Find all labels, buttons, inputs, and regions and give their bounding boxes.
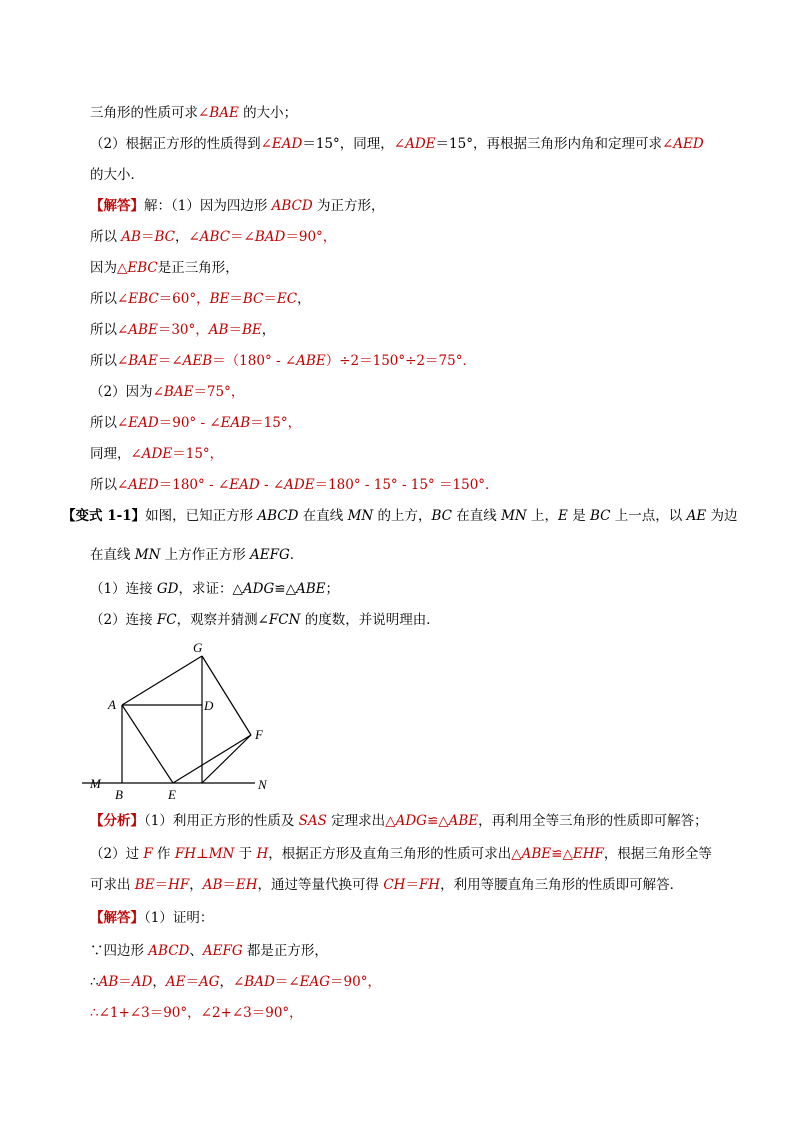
math-expr: ∴∠1+∠3＝90°，∠2+∠3＝90°， bbox=[90, 1005, 303, 1021]
text: ＝15°，再根据三角形内角和定理可求 bbox=[435, 136, 662, 152]
math-angle: ∠FCN bbox=[257, 612, 301, 628]
text: 上一点，以 bbox=[610, 508, 687, 524]
text-line-16 bbox=[90, 580, 339, 598]
label-d: D bbox=[204, 698, 214, 713]
text: 、 bbox=[189, 943, 203, 959]
math-angle: ∠AED bbox=[117, 477, 159, 493]
math-op: - bbox=[259, 477, 273, 493]
math-op: ＝ bbox=[229, 291, 243, 307]
math-angle: ∠BAE bbox=[198, 105, 239, 121]
math-var: BE bbox=[134, 877, 155, 893]
text-line-20 bbox=[90, 876, 683, 894]
math-var: AB bbox=[121, 229, 141, 245]
label-m: M bbox=[90, 776, 101, 791]
math-triangle: △ADG bbox=[232, 581, 275, 597]
text: 上方作正方形 bbox=[160, 547, 251, 563]
text: ＝15°，同理， bbox=[302, 136, 394, 152]
math-angle: ∠ADE bbox=[130, 446, 173, 462]
math-var: AEFG bbox=[202, 943, 243, 959]
math-var: AG bbox=[198, 974, 220, 990]
text-line-10 bbox=[90, 383, 244, 401]
math-var: HF bbox=[168, 877, 190, 893]
text: 作 bbox=[152, 846, 175, 862]
math-triangle: △ADG bbox=[385, 813, 427, 829]
math-angle: ∠AED bbox=[661, 136, 704, 152]
text: 的度数，并说明理由． bbox=[300, 612, 440, 628]
math-var: AEFG bbox=[250, 547, 290, 563]
math-op: ＝ bbox=[263, 291, 277, 307]
math-op: ＝ bbox=[154, 877, 169, 893]
text: 为正方形， bbox=[312, 198, 385, 214]
text-line-6 bbox=[90, 259, 239, 277]
math-triangle: △EBC bbox=[117, 260, 158, 276]
text-line-13 bbox=[90, 476, 499, 494]
text: ，通过等量代换可得 bbox=[257, 877, 384, 893]
math-angle: ∠EAD bbox=[217, 477, 260, 493]
text: 的上方， bbox=[373, 508, 432, 524]
text: ，根据正方形及直角三角形的性质可求出 bbox=[268, 846, 512, 862]
math-op: ＝ bbox=[405, 877, 419, 893]
math-op: ＝ bbox=[118, 974, 132, 990]
text: ， bbox=[261, 322, 276, 338]
math-var: AB bbox=[208, 322, 229, 338]
text-line-1 bbox=[90, 104, 297, 122]
text: 于 bbox=[234, 846, 257, 862]
math-var: BC bbox=[590, 508, 611, 524]
math-var: SAS bbox=[298, 813, 327, 829]
math-var: ABCD bbox=[257, 508, 299, 524]
text-line-17 bbox=[90, 611, 440, 629]
math-var: ABCD bbox=[148, 943, 190, 959]
text-line-9 bbox=[90, 352, 476, 370]
math-var: ABCD bbox=[271, 198, 313, 214]
math-value: ＝15°， bbox=[250, 415, 302, 431]
text: ， bbox=[297, 291, 311, 307]
segment-ef bbox=[173, 735, 251, 783]
math-value: ＝90°， bbox=[285, 229, 337, 245]
text: 都是正方形， bbox=[242, 943, 328, 959]
math-angle: ∠BAE bbox=[152, 384, 194, 400]
math-var: BE bbox=[241, 322, 262, 338]
text-line-24 bbox=[90, 1004, 303, 1022]
math-angle: ∠EAD bbox=[260, 136, 303, 152]
math-var: BC bbox=[242, 291, 264, 307]
math-angle: ∠ABE bbox=[284, 353, 326, 369]
text: 因为 bbox=[90, 260, 117, 276]
text: （2）根据正方形的性质得到 bbox=[90, 136, 261, 152]
math-var: F bbox=[143, 846, 153, 862]
section-tag: 【变式 1-1】 bbox=[62, 508, 146, 524]
text: （1）利用正方形的性质及 bbox=[144, 813, 299, 829]
math-angle: ∠BAE bbox=[117, 353, 158, 369]
math-var: MN bbox=[347, 508, 374, 524]
math-op: ＝ bbox=[140, 229, 155, 245]
text: 的大小． bbox=[90, 167, 144, 183]
geometry-figure bbox=[80, 636, 290, 806]
math-angle: ∠EAD bbox=[117, 415, 159, 431]
label-n: N bbox=[258, 777, 267, 792]
math-triangle: △ABE bbox=[511, 846, 552, 862]
text-line-18 bbox=[90, 812, 708, 830]
text: 同理， bbox=[90, 446, 131, 462]
math-angle: ∠AEB bbox=[171, 353, 213, 369]
math-var: BC bbox=[154, 229, 175, 245]
segment-ae bbox=[122, 705, 173, 783]
text: 所以 bbox=[90, 291, 117, 307]
math-angle: ∠BAD bbox=[233, 974, 275, 990]
segment-ag bbox=[122, 656, 202, 705]
text: （2）过 bbox=[90, 846, 144, 862]
math-angle: ∠EBC bbox=[117, 291, 159, 307]
math-var: AE bbox=[165, 974, 186, 990]
math-triangle: △ABE bbox=[285, 581, 326, 597]
section-tag: 【解答】 bbox=[90, 910, 144, 926]
text: 是 bbox=[567, 508, 590, 524]
text-line-12 bbox=[90, 445, 223, 463]
math-var: E bbox=[558, 508, 568, 524]
text: （1）证明： bbox=[144, 910, 214, 926]
text: 所以 bbox=[90, 477, 117, 493]
text: ， bbox=[174, 229, 189, 245]
text-line-11 bbox=[90, 414, 301, 432]
math-op: ＝ bbox=[228, 322, 242, 338]
math-op: ＝ bbox=[274, 974, 289, 990]
math-angle: ∠BAD bbox=[243, 229, 286, 245]
math-var: BE bbox=[209, 291, 230, 307]
text: ，根据三角形全等 bbox=[603, 846, 712, 862]
text: 的大小； bbox=[238, 105, 298, 121]
math-op: ≌ bbox=[551, 846, 563, 862]
section-tag: 【分析】 bbox=[90, 813, 144, 829]
text: ，观察并猜测 bbox=[176, 612, 258, 628]
math-expr: ）÷2＝150°÷2＝75°． bbox=[325, 353, 476, 369]
text-line-2 bbox=[90, 135, 704, 153]
math-value: ＝75°， bbox=[193, 384, 245, 400]
text: 在直线 bbox=[90, 547, 135, 563]
math-angle: ∠ADE bbox=[393, 136, 436, 152]
math-op: ≌ bbox=[426, 813, 439, 829]
math-op: ＝ bbox=[222, 877, 236, 893]
math-triangle: △EHF bbox=[562, 846, 604, 862]
text: 是正三角形， bbox=[157, 260, 239, 276]
text: 三角形的性质可求 bbox=[90, 105, 198, 121]
text-line-22 bbox=[90, 942, 328, 960]
section-tag: 【解答】 bbox=[90, 198, 144, 214]
math-var: GD bbox=[156, 581, 179, 597]
figure-lines bbox=[82, 656, 255, 783]
text: ； bbox=[325, 581, 339, 597]
math-expr: ＝180° - bbox=[158, 477, 218, 493]
math-angle: ∠ABC bbox=[188, 229, 231, 245]
math-var: AD bbox=[131, 974, 153, 990]
label-a: A bbox=[108, 697, 116, 712]
label-f: F bbox=[255, 727, 263, 742]
math-op: ＝ bbox=[185, 974, 199, 990]
text: （2）连接 bbox=[90, 612, 157, 628]
math-var: AB bbox=[98, 974, 119, 990]
text-line-15 bbox=[90, 546, 303, 564]
text-line-8 bbox=[90, 321, 275, 339]
label-b: B bbox=[115, 787, 123, 802]
math-value: ＝90°， bbox=[330, 974, 381, 990]
text: ． bbox=[289, 547, 304, 563]
math-var: MN bbox=[501, 508, 527, 524]
math-var: EH bbox=[235, 877, 258, 893]
math-var: FC bbox=[156, 612, 177, 628]
math-expr: ＝（180° - bbox=[212, 353, 285, 369]
math-value: ＝15°， bbox=[172, 446, 224, 462]
math-var: FH bbox=[418, 877, 441, 893]
math-value: ＝60°， bbox=[158, 291, 210, 307]
text-line-14 bbox=[62, 507, 738, 525]
math-var: BC bbox=[431, 508, 453, 524]
text-line-3 bbox=[90, 166, 144, 184]
math-var: H bbox=[256, 846, 269, 862]
text: 为边 bbox=[706, 508, 738, 524]
math-angle: ∠ADE bbox=[272, 477, 315, 493]
text-line-19 bbox=[90, 845, 712, 863]
text: ， bbox=[189, 877, 203, 893]
math-var: CH bbox=[383, 877, 406, 893]
text: 所以 bbox=[90, 322, 117, 338]
segment-gf bbox=[202, 656, 251, 735]
math-op: ⊥ bbox=[196, 846, 209, 862]
text: 上， bbox=[526, 508, 559, 524]
math-expr: ＝90° - bbox=[158, 415, 210, 431]
math-triangle: △ABE bbox=[438, 813, 479, 829]
text: 所以 bbox=[90, 229, 122, 245]
text-line-7 bbox=[90, 290, 311, 308]
math-var: MN bbox=[208, 846, 235, 862]
text-line-21 bbox=[90, 909, 213, 927]
text: 定理求出 bbox=[326, 813, 386, 829]
math-angle: ∠ABE bbox=[117, 322, 158, 338]
text: ， bbox=[219, 974, 233, 990]
text: 可求出 bbox=[90, 877, 135, 893]
text: 在直线 bbox=[298, 508, 348, 524]
label-e: E bbox=[168, 787, 176, 802]
segment-fc bbox=[202, 735, 251, 783]
math-var: AE bbox=[686, 508, 707, 524]
text-line-5 bbox=[90, 228, 336, 246]
text: ，求证： bbox=[178, 581, 233, 597]
math-value: ＝30°， bbox=[157, 322, 209, 338]
text: 所以 bbox=[90, 415, 117, 431]
text: 解：（1）因为四边形 bbox=[144, 198, 272, 214]
text-line-4 bbox=[90, 197, 385, 215]
text: 如图，已知正方形 bbox=[145, 508, 258, 524]
math-op: ＝ bbox=[230, 229, 244, 245]
text: ， bbox=[152, 974, 166, 990]
text: （1）连接 bbox=[90, 581, 157, 597]
text: 所以 bbox=[90, 353, 117, 369]
text: ∵四边形 bbox=[90, 943, 149, 959]
math-op: ＝ bbox=[157, 353, 172, 369]
label-g: G bbox=[193, 640, 203, 655]
math-var: MN bbox=[134, 547, 161, 563]
text: ，再利用全等三角形的性质即可解答； bbox=[478, 813, 708, 829]
text: 在直线 bbox=[452, 508, 502, 524]
math-expr: ＝180° - 15° - 15° ＝150°． bbox=[314, 477, 499, 493]
math-var: AB bbox=[202, 877, 223, 893]
text: （2）因为 bbox=[90, 384, 153, 400]
math-op: ≌ bbox=[274, 581, 286, 597]
math-var: FH bbox=[174, 846, 196, 862]
text: ∴ bbox=[90, 974, 99, 990]
text: ，利用等腰直角三角形的性质即可解答． bbox=[440, 877, 684, 893]
math-var: EC bbox=[276, 291, 298, 307]
math-angle: ∠EAB bbox=[209, 415, 251, 431]
text-line-23 bbox=[90, 973, 381, 991]
math-angle: ∠EAG bbox=[288, 974, 331, 990]
